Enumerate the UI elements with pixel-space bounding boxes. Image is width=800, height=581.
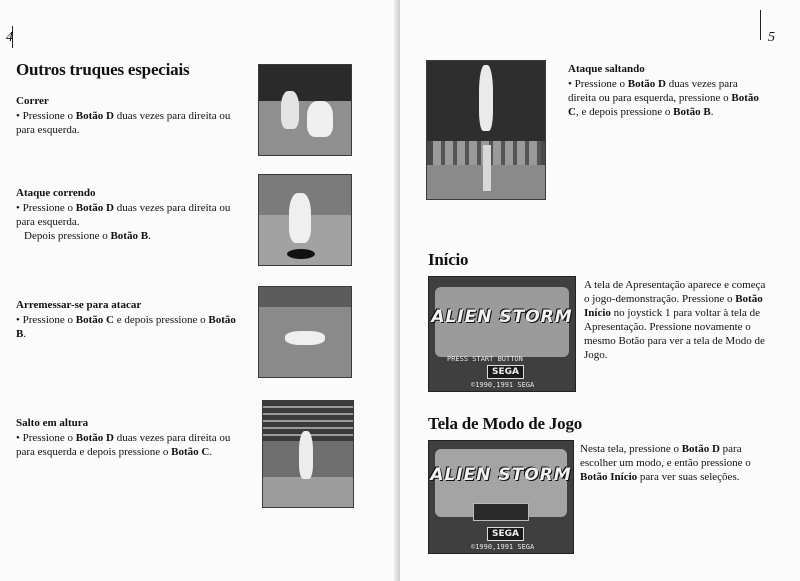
sega-logo: SEGA	[487, 527, 524, 541]
screenshot-ataque-saltando	[426, 60, 546, 200]
sega-logo: SEGA	[487, 365, 524, 379]
inicio-description: A tela de Apresentação aparece e começa o jogo-demonstração. Pressione o Botão Início no joystick 1 para voltar à tela de Apresentação. Pressione novamente o mesmo Botão para ver a tela de Modo de Jogo.	[584, 279, 766, 361]
trick-title: Ataque correndo	[16, 187, 96, 199]
trick-description: • Pressione o Botão D duas vezes para direita ou para esquerda, pressione o Botão C, e depois pressione o Botão B.	[568, 78, 759, 118]
trick-description-extra: Depois pressione o Botão B.	[24, 230, 151, 242]
screenshot-mode-screen	[428, 440, 574, 554]
screenshot-salto-em-altura	[262, 400, 354, 508]
screenshot-title-screen	[428, 276, 576, 392]
screenshot-arremessar	[258, 286, 352, 378]
trick-ataque-correndo	[16, 186, 248, 243]
screenshot-correr	[258, 64, 352, 156]
trick-title: Ataque saltando	[568, 63, 645, 75]
section-heading-outros-truques: Outros truques especiais	[16, 60, 190, 79]
page-number-right: 5	[768, 30, 775, 45]
section-heading-modo-de-jogo: Tela de Modo de Jogo	[428, 414, 583, 433]
trick-correr	[16, 94, 248, 137]
page-edge-mark	[760, 10, 761, 40]
copyright-text: ©1990,1991 SEGA	[471, 543, 535, 551]
copyright-text: ©1990,1991 SEGA	[471, 381, 535, 389]
trick-arremessar	[16, 298, 248, 341]
trick-salto-em-altura	[16, 416, 248, 459]
mode-menu	[473, 503, 529, 521]
game-logo: ALIEN STORM	[430, 465, 572, 485]
trick-description: • Pressione o Botão D duas vezes para direita ou para esquerda.	[16, 110, 231, 136]
left-page	[0, 0, 398, 581]
trick-title: Correr	[16, 95, 49, 107]
trick-ataque-saltando	[568, 62, 764, 119]
screenshot-ataque-correndo	[258, 174, 352, 266]
press-start-prompt: PRESS START BUTTON	[447, 355, 523, 363]
trick-title: Arremessar-se para atacar	[16, 299, 142, 311]
trick-title: Salto em altura	[16, 417, 89, 429]
modo-description: Nesta tela, pressione o Botão D para escolher um modo, e então pressione o Botão Início para ver suas seleções.	[580, 443, 751, 483]
section-heading-inicio: Início	[428, 250, 469, 269]
trick-description: • Pressione o Botão C e depois pressione o Botão B.	[16, 314, 236, 340]
game-logo: ALIEN STORM	[431, 307, 573, 327]
trick-description: • Pressione o Botão D duas vezes para direita ou para esquerda.	[16, 202, 231, 228]
page-number-left: 4	[6, 30, 13, 45]
trick-description: • Pressione o Botão D duas vezes para direita ou para esquerda e depois pressione o Botão C.	[16, 432, 231, 458]
